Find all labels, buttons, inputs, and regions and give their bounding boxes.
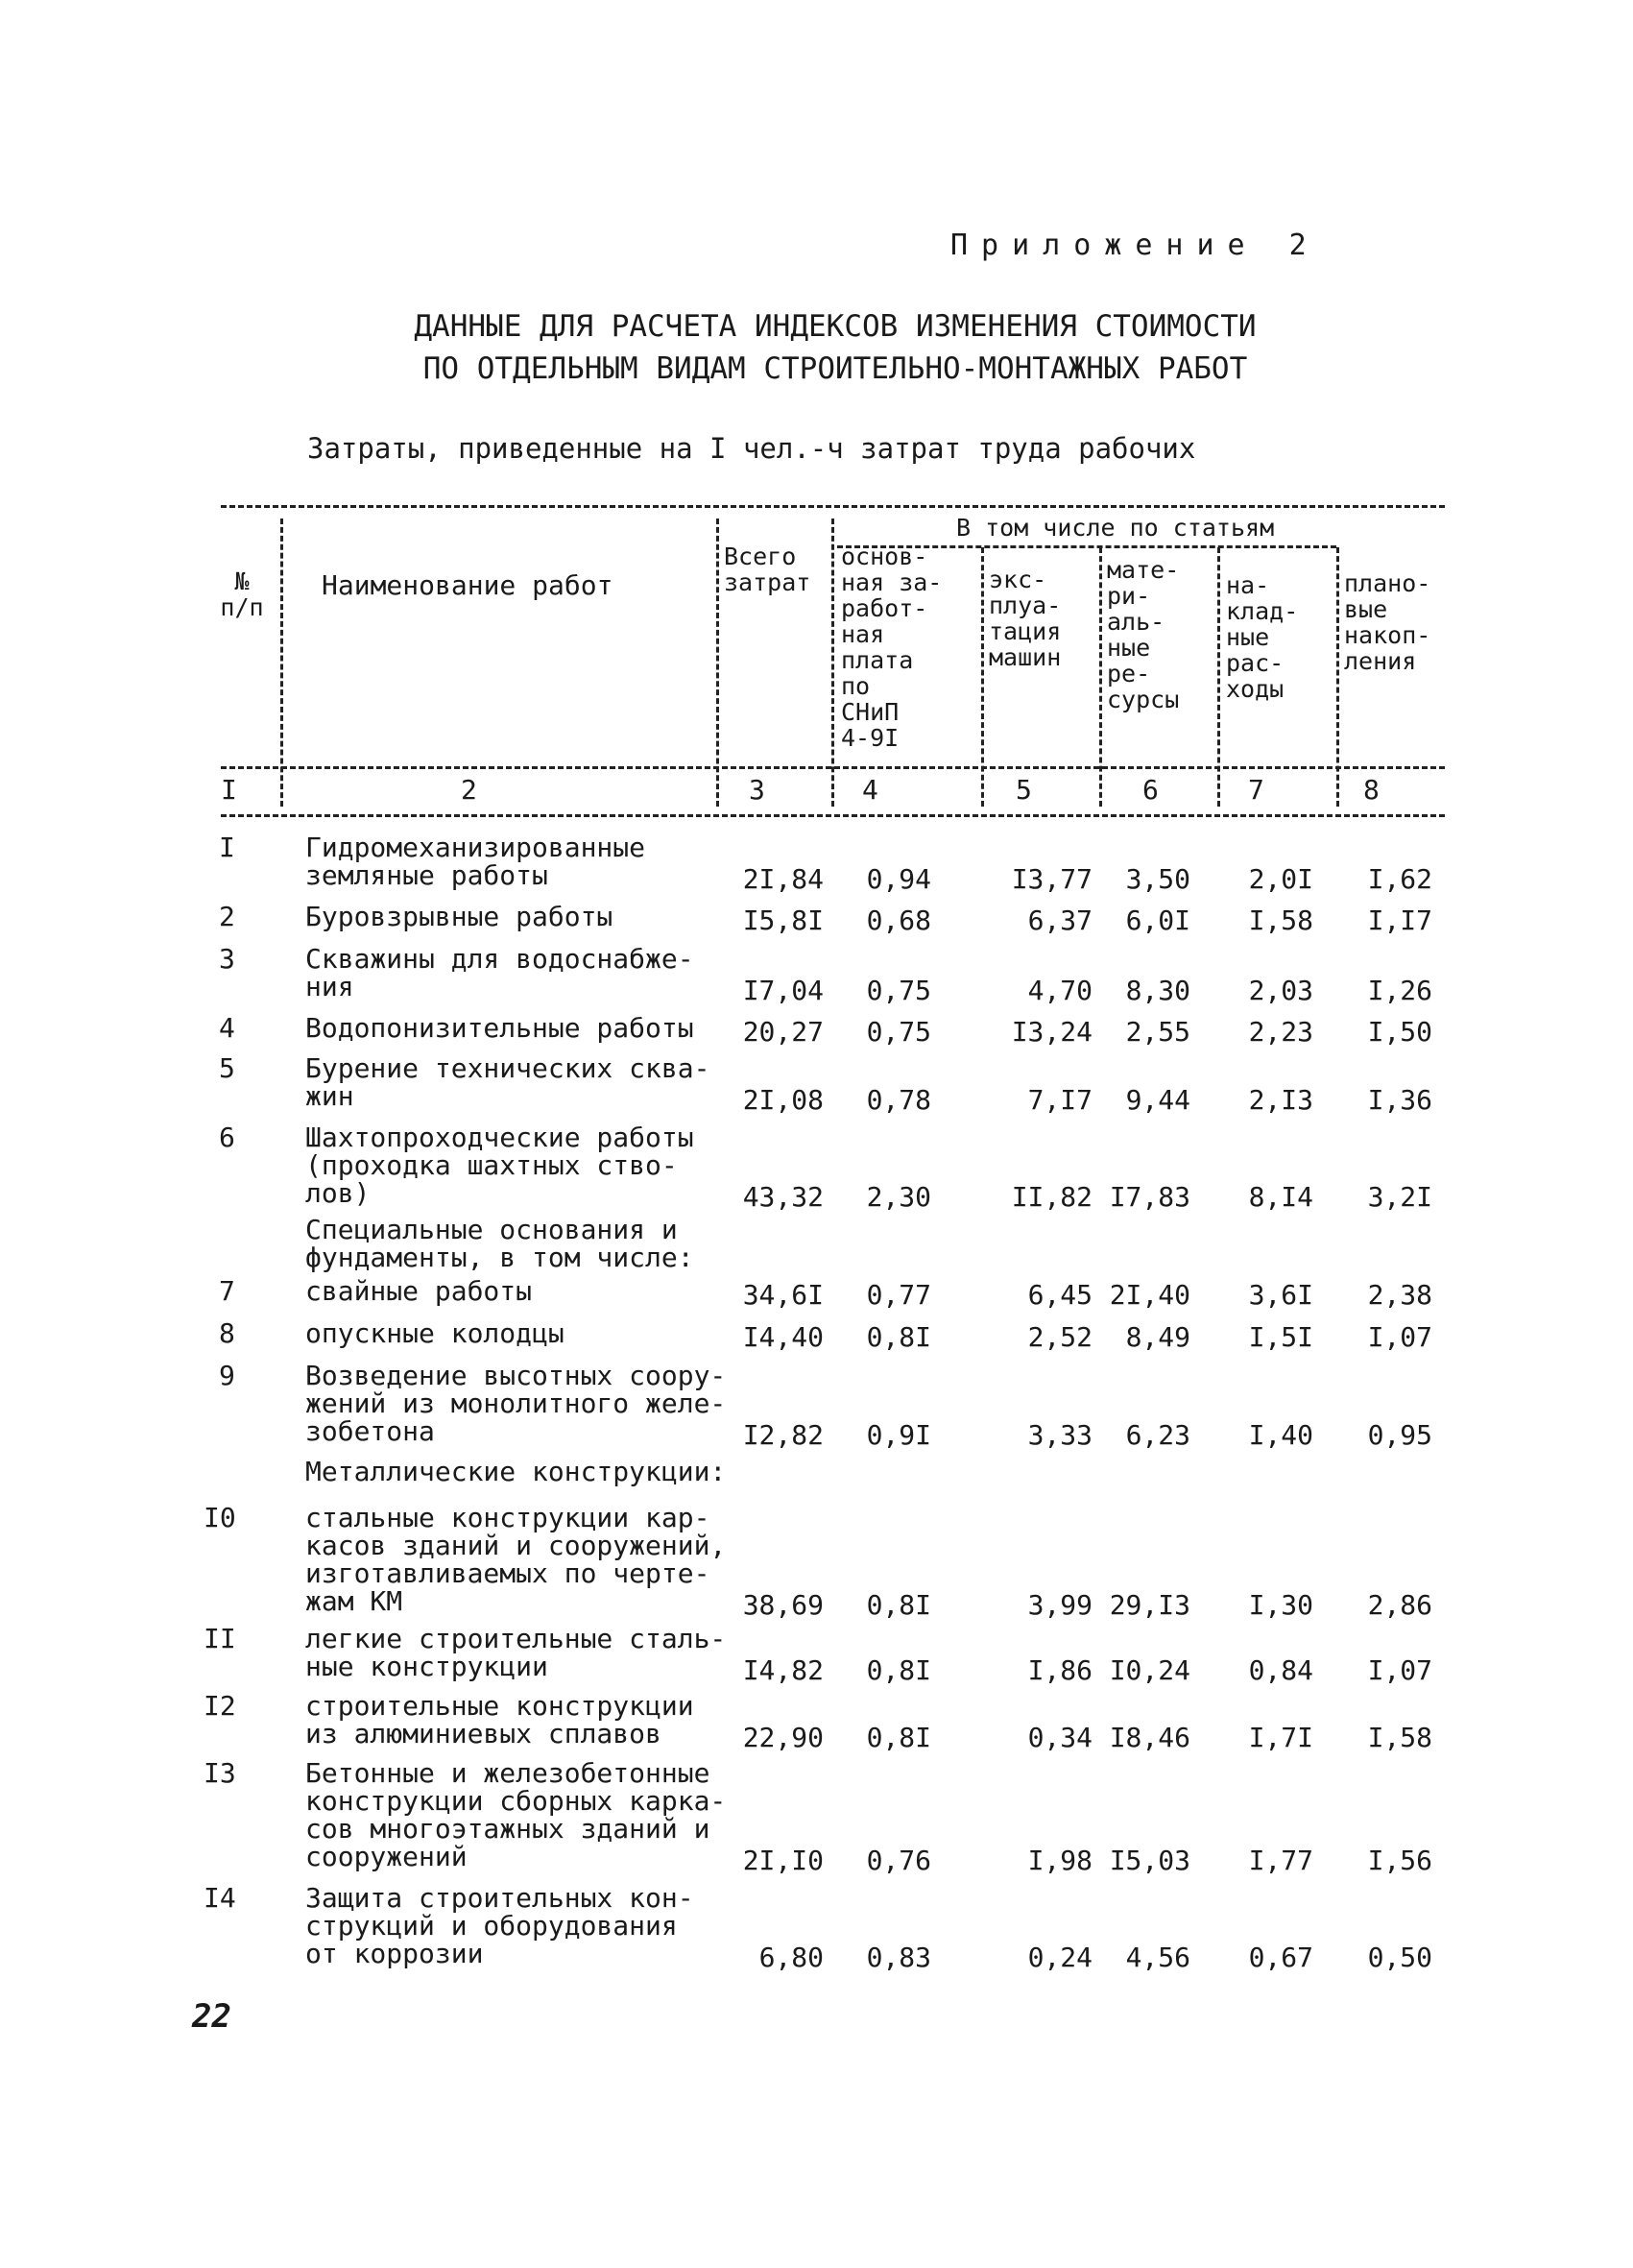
col-divider-2 [716, 519, 719, 807]
savings-value: I,62 [1367, 863, 1432, 895]
header-name: Наименование работ [322, 569, 613, 601]
work-name: Шахтопроходческие работы (проходка шахтных ство- лов) [305, 1122, 694, 1209]
header-wage: основ- ная за- работ- ная плата по СНиП 4-9I [841, 543, 943, 752]
machines-value: 0,34 [1027, 1722, 1093, 1753]
savings-value: I,07 [1367, 1654, 1432, 1686]
page-number: 22 [192, 1997, 231, 2036]
overhead-value: I,5I [1248, 1321, 1313, 1353]
work-name: Водопонизительные работы [305, 1012, 694, 1044]
row-number: 5 [219, 1052, 235, 1084]
savings-value: 2,86 [1367, 1589, 1432, 1621]
savings-value: 0,50 [1367, 1942, 1432, 1973]
overhead-value: I,58 [1248, 905, 1313, 936]
work-name: стальные конструкции кар- касов зданий и сооружений, изготавливаемых по черте- жам КМ [305, 1502, 727, 1617]
document-title [288, 305, 1382, 390]
col-divider-5 [1099, 547, 1102, 807]
overhead-value: 0,84 [1248, 1654, 1313, 1686]
overhead-value: I,40 [1248, 1419, 1313, 1451]
work-name: Металлические конструкции: [305, 1456, 727, 1487]
wage-value: 0,77 [866, 1279, 931, 1311]
materials-value: 4,56 [1125, 1942, 1190, 1973]
wage-value: 0,9I [866, 1419, 931, 1451]
overhead-value: 2,23 [1248, 1016, 1313, 1048]
colnum-5: 5 [1016, 774, 1032, 806]
savings-value: 2,38 [1367, 1279, 1432, 1311]
title-line-1: ДАННЫЕ ДЛЯ РАСЧЕТА ИНДЕКСОВ ИЗМЕНЕНИЯ СТОИМОСТИ [414, 309, 1257, 344]
row-number: 4 [219, 1012, 235, 1044]
machines-value: 4,70 [1027, 975, 1093, 1006]
group-header: В том числе по статьям [956, 514, 1275, 542]
colnum-2: 2 [461, 774, 477, 806]
work-name: опускные колодцы [305, 1317, 564, 1349]
materials-value: 8,49 [1125, 1321, 1190, 1353]
overhead-value: 3,6I [1248, 1279, 1313, 1311]
work-name: Бурение технических сква- жин [305, 1052, 710, 1112]
row-number: I2 [204, 1690, 236, 1722]
overhead-value: 2,0I [1248, 863, 1313, 895]
header-num: № п/п [220, 567, 264, 621]
total-value: 34,6I [742, 1279, 824, 1311]
materials-value: 2,55 [1125, 1016, 1190, 1048]
work-name: свайные работы [305, 1275, 533, 1307]
work-name: Специальные основания и фундаменты, в том числе: [305, 1214, 694, 1273]
savings-value: 3,2I [1367, 1181, 1432, 1213]
wage-value: 0,76 [866, 1845, 931, 1876]
machines-value: 6,37 [1027, 905, 1093, 936]
overhead-value: 2,03 [1248, 975, 1313, 1006]
overhead-value: I,7I [1248, 1722, 1313, 1753]
row-number: 2 [219, 901, 235, 932]
savings-value: I,07 [1367, 1321, 1432, 1353]
materials-value: 2I,40 [1109, 1279, 1190, 1311]
title-line-2: ПО ОТДЕЛЬНЫМ ВИДАМ СТРОИТЕЛЬНО-МОНТАЖНЫХ РАБОТ [422, 351, 1248, 386]
materials-value: 6,0I [1125, 905, 1190, 936]
machines-value: 0,24 [1027, 1942, 1093, 1973]
work-name: Защита строительных кон- струкций и оборудования от коррозии [305, 1882, 694, 1969]
total-value: I7,04 [742, 975, 824, 1006]
work-name: Буровзрывные работы [305, 901, 613, 932]
total-value: 43,32 [742, 1181, 824, 1213]
machines-value: 3,99 [1027, 1589, 1093, 1621]
row-number: I [219, 832, 235, 863]
header-materials: мате- ри- аль- ные ре- сурсы [1107, 556, 1180, 713]
machines-value: 6,45 [1027, 1279, 1093, 1311]
wage-value: 0,8I [866, 1722, 931, 1753]
row-number: I3 [204, 1757, 236, 1789]
header-overhead: на- клад- ные рас- ходы [1226, 571, 1299, 703]
row-number: 3 [219, 943, 235, 975]
savings-value: I,I7 [1367, 905, 1432, 936]
machines-value: I3,77 [1011, 863, 1093, 895]
savings-value: I,26 [1367, 975, 1432, 1006]
table-colnum-rule [221, 814, 1445, 817]
total-value: 22,90 [742, 1722, 824, 1753]
wage-value: 0,78 [866, 1084, 931, 1116]
overhead-value: 2,I3 [1248, 1084, 1313, 1116]
savings-value: I,36 [1367, 1084, 1432, 1116]
savings-value: I,58 [1367, 1722, 1432, 1753]
total-value: 2I,08 [742, 1084, 824, 1116]
header-machines: экс- плуа- тация машин [989, 566, 1062, 671]
work-name: Бетонные и железобетонные конструкции сборных карка- сов многоэтажных зданий и сооружений [305, 1757, 727, 1872]
total-value: 38,69 [742, 1589, 824, 1621]
header-savings: плано- вые накоп- ления [1344, 569, 1431, 675]
colnum-8: 8 [1363, 774, 1380, 806]
overhead-value: 8,I4 [1248, 1181, 1313, 1213]
materials-value: 29,I3 [1109, 1589, 1190, 1621]
materials-value: I5,03 [1109, 1845, 1190, 1876]
col-divider-7 [1336, 547, 1339, 807]
overhead-value: I,30 [1248, 1589, 1313, 1621]
materials-value: I7,83 [1109, 1181, 1190, 1213]
colnum-6: 6 [1142, 774, 1159, 806]
wage-value: 0,8I [866, 1321, 931, 1353]
total-value: I5,8I [742, 905, 824, 936]
colnum-1: I [221, 774, 237, 806]
row-number: II [204, 1623, 236, 1654]
colnum-4: 4 [862, 774, 878, 806]
total-value: I4,40 [742, 1321, 824, 1353]
appendix-label: Приложение 2 [950, 229, 1320, 262]
col-divider-6 [1217, 547, 1220, 807]
total-value: I4,82 [742, 1654, 824, 1686]
total-value: 2I,84 [742, 863, 824, 895]
wage-value: 0,83 [866, 1942, 931, 1973]
savings-value: I,56 [1367, 1845, 1432, 1876]
table-top-rule [221, 505, 1445, 508]
header-total: Всего затрат [724, 543, 811, 596]
work-name: Гидромеханизированные земляные работы [305, 832, 646, 891]
materials-value: I0,24 [1109, 1654, 1190, 1686]
total-value: 6,80 [758, 1942, 824, 1973]
wage-value: 2,30 [866, 1181, 931, 1213]
row-number: I4 [204, 1882, 236, 1914]
total-value: 2I,I0 [742, 1845, 824, 1876]
machines-value: II,82 [1011, 1181, 1093, 1213]
machines-value: I,86 [1027, 1654, 1093, 1686]
col-divider-1 [280, 519, 283, 807]
machines-value: 2,52 [1027, 1321, 1093, 1353]
row-number: 8 [219, 1317, 235, 1349]
colnum-7: 7 [1248, 774, 1264, 806]
row-number: 7 [219, 1275, 235, 1307]
work-name: строительные конструкции из алюминиевых сплавов [305, 1690, 694, 1749]
materials-value: 9,44 [1125, 1084, 1190, 1116]
col-divider-4 [981, 547, 984, 807]
savings-value: I,50 [1367, 1016, 1432, 1048]
row-number: 6 [219, 1122, 235, 1153]
machines-value: 7,I7 [1027, 1084, 1093, 1116]
wage-value: 0,75 [866, 1016, 931, 1048]
machines-value: I3,24 [1011, 1016, 1093, 1048]
wage-value: 0,8I [866, 1589, 931, 1621]
col-divider-3 [831, 519, 834, 807]
wage-value: 0,68 [866, 905, 931, 936]
row-number: 9 [219, 1360, 235, 1391]
work-name: Скважины для водоснабже- ния [305, 943, 694, 1002]
materials-value: I8,46 [1109, 1722, 1190, 1753]
materials-value: 3,50 [1125, 863, 1190, 895]
machines-value: 3,33 [1027, 1419, 1093, 1451]
overhead-value: 0,67 [1248, 1942, 1313, 1973]
total-value: 20,27 [742, 1016, 824, 1048]
wage-value: 0,94 [866, 863, 931, 895]
machines-value: I,98 [1027, 1845, 1093, 1876]
wage-value: 0,8I [866, 1654, 931, 1686]
savings-value: 0,95 [1367, 1419, 1432, 1451]
work-name: Возведение высотных соору- жений из монолитного желе- зобетона [305, 1360, 727, 1447]
subtitle: Затраты, приведенные на I чел.-ч затрат труда рабочих [307, 432, 1196, 465]
colnum-3: 3 [749, 774, 765, 806]
wage-value: 0,75 [866, 975, 931, 1006]
overhead-value: I,77 [1248, 1845, 1313, 1876]
materials-value: 8,30 [1125, 975, 1190, 1006]
row-number: I0 [204, 1502, 236, 1533]
work-name: легкие строительные сталь- ные конструкции [305, 1623, 727, 1682]
total-value: I2,82 [742, 1419, 824, 1451]
materials-value: 6,23 [1125, 1419, 1190, 1451]
